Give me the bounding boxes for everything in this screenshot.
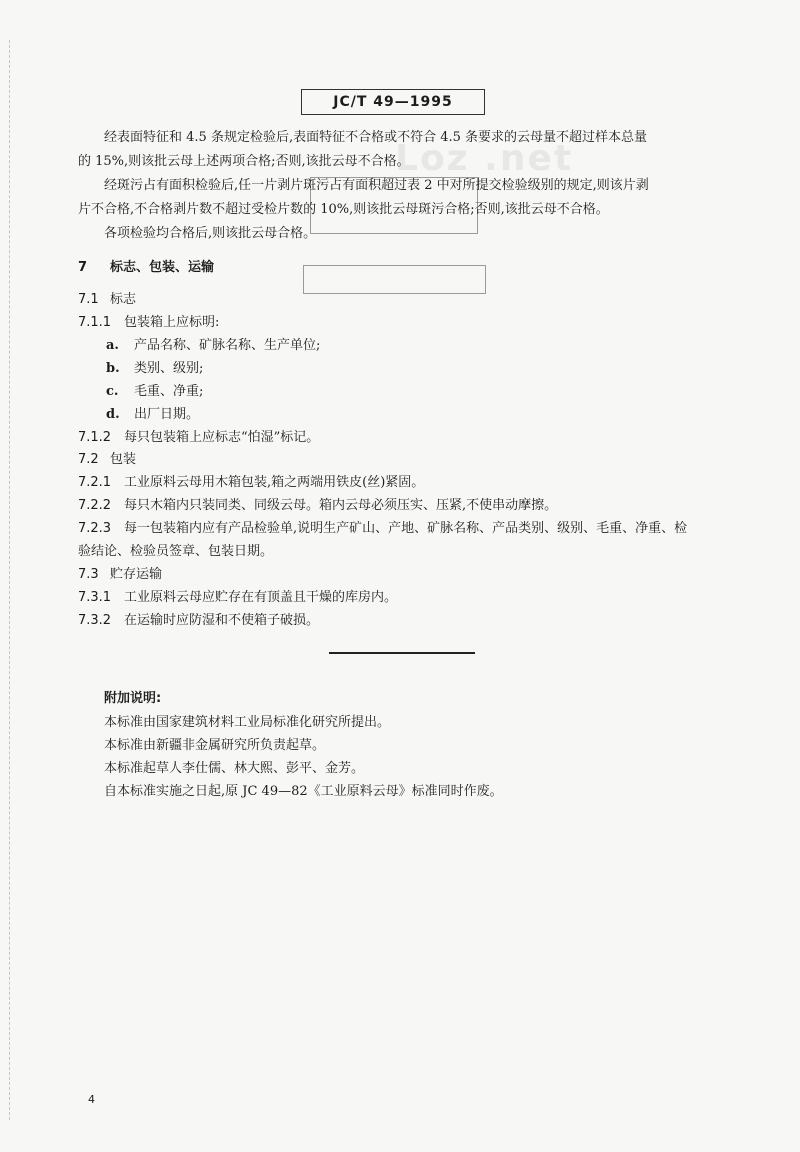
notes-title: 附加说明: xyxy=(104,691,162,706)
scan-artifact-box xyxy=(303,265,486,294)
list-item-text: 产品名称、矿脉名称、生产单位; xyxy=(134,338,321,353)
note-line: 自本标准实施之日起,原 JC 49—82《工业原料云母》标准同时作废。 xyxy=(104,784,503,799)
clause xyxy=(78,314,219,332)
note-line: 本标准起草人李仕儒、林大熙、彭平、金芳。 xyxy=(104,761,365,776)
list-item-letter: a. xyxy=(106,338,119,353)
paragraph-line: 各项检验均合格后,则该批云母合格。 xyxy=(104,226,317,241)
clause-number: 7.2.2 xyxy=(78,498,112,513)
clause xyxy=(78,612,319,630)
clause xyxy=(78,497,557,515)
page-number: 4 xyxy=(88,1093,95,1106)
clause-number: 7.1.2 xyxy=(78,430,112,445)
clause-text: 工业原料云母应贮存在有顶盖且干燥的库房内。 xyxy=(124,590,398,605)
subsection-number: 7.2 xyxy=(78,452,99,467)
list-item xyxy=(106,383,203,401)
clause xyxy=(78,474,424,492)
scan-edge-line xyxy=(9,40,10,1120)
list-item xyxy=(106,360,203,378)
subsection-heading xyxy=(78,451,136,469)
clause-number: 7.3.1 xyxy=(78,590,112,605)
standard-code-header: JC/T 49—1995 xyxy=(301,89,485,115)
note-line: 本标准由国家建筑材料工业局标准化研究所提出。 xyxy=(104,715,391,730)
note-line: 本标准由新疆非金属研究所负责起草。 xyxy=(104,738,326,753)
section-number: 7 xyxy=(78,260,88,275)
subsection-title: 标志 xyxy=(110,292,137,307)
clause-text: 包装箱上应标明: xyxy=(124,315,220,330)
end-rule xyxy=(329,652,475,654)
clause-text: 每只木箱内只装同类、同级云母。箱内云母必须压实、压紧,不使串动摩擦。 xyxy=(124,498,558,513)
clause-text: 每一包装箱内应有产品检验单,说明生产矿山、产地、矿脉名称、产品类别、级别、毛重、净重、检 xyxy=(124,521,688,536)
list-item-text: 出厂日期。 xyxy=(134,407,200,422)
subsection-title: 贮存运输 xyxy=(110,567,163,582)
paragraph-line: 片不合格,不合格剥片数不超过受检片数的 10%,则该批云母斑污合格;否则,该批云母不合格。 xyxy=(78,202,609,217)
list-item-letter: b. xyxy=(106,361,120,376)
clause-text: 工业原料云母用木箱包装,箱之两端用铁皮(丝)紧固。 xyxy=(124,475,425,490)
clause-number: 7.2.1 xyxy=(78,475,112,490)
list-item xyxy=(106,406,199,424)
list-item-text: 类别、级别; xyxy=(134,361,204,376)
subsection-heading xyxy=(78,566,162,584)
clause xyxy=(78,589,397,607)
paragraph-line: 经表面特征和 4.5 条规定检验后,表面特征不合格或不符合 4.5 条要求的云母量不超过样本总量 xyxy=(104,130,648,145)
clause-number: 7.3.2 xyxy=(78,613,112,628)
subsection-title: 包装 xyxy=(110,452,137,467)
clause-number: 7.1.1 xyxy=(78,315,112,330)
list-item-text: 毛重、净重; xyxy=(134,384,204,399)
clause-text: 在运输时应防湿和不使箱子破损。 xyxy=(124,613,320,628)
clause-number: 7.2.3 xyxy=(78,521,112,536)
paragraph-line: 经斑污占有面积检验后,任一片剥片斑污占有面积超过表 2 中对所提交检验级别的规定,则该片剥 xyxy=(104,178,649,193)
subsection-number: 7.3 xyxy=(78,567,99,582)
subsection-number: 7.1 xyxy=(78,292,99,307)
section-title: 标志、包装、运输 xyxy=(110,260,215,275)
list-item-letter: c. xyxy=(106,384,119,399)
subsection-heading xyxy=(78,291,136,309)
clause xyxy=(78,520,687,538)
watermark: Loz .net xyxy=(395,138,574,179)
paragraph-line: 的 15%,则该批云母上述两项合格;否则,该批云母不合格。 xyxy=(78,154,410,169)
list-item xyxy=(106,337,320,355)
list-item-letter: d. xyxy=(106,407,120,422)
clause-text: 每只包装箱上应标志“怕湿”标记。 xyxy=(124,430,320,445)
clause xyxy=(78,429,319,447)
section-heading xyxy=(78,259,214,277)
clause-continuation: 验结论、检验员签章、包装日期。 xyxy=(78,544,274,559)
